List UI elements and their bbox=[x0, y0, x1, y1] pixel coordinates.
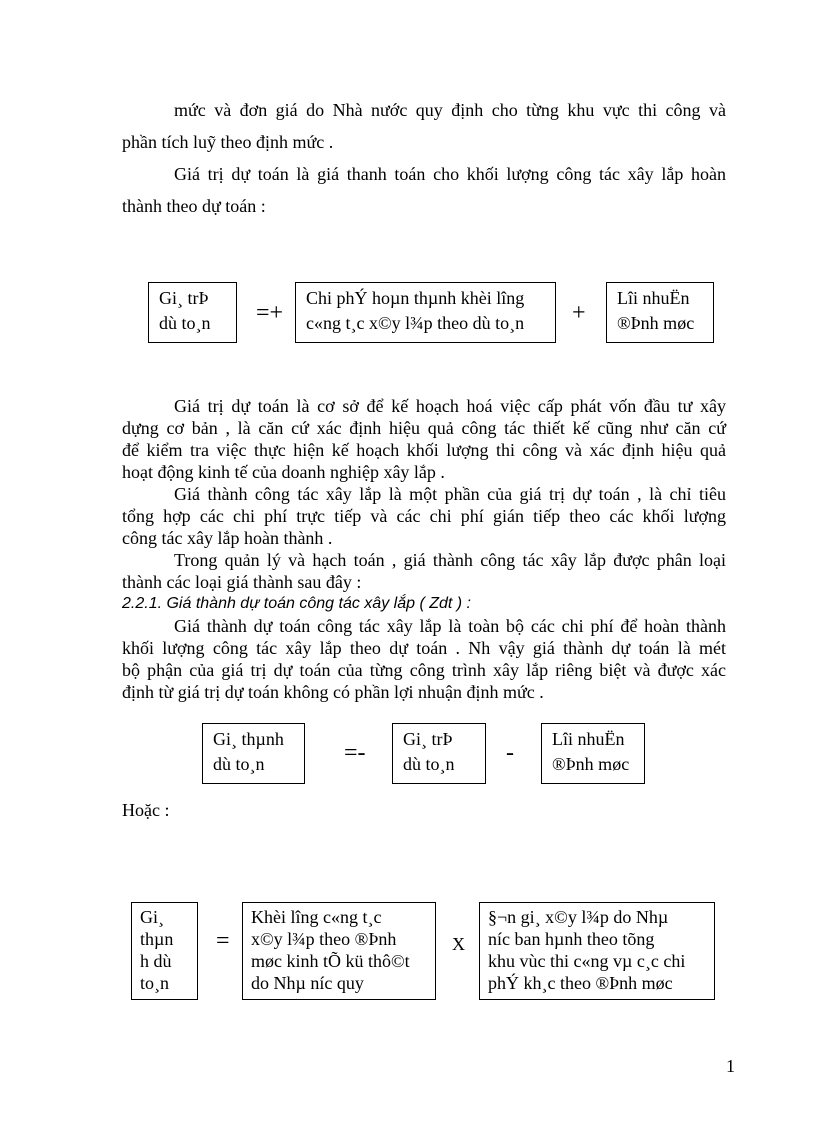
formula-2-operator-1: =- bbox=[344, 740, 366, 766]
paragraph-5-line-2: thành các loại giá thành sau đây : bbox=[122, 572, 362, 592]
paragraph-6-line-4: định từ giá trị dự toán không có phần lợi nhuận định mức . bbox=[122, 682, 544, 702]
paragraph-6-line-3: bộ phận của giá trị dự toán của từng công trình xây lắp riêng biệt và được xác bbox=[122, 660, 726, 680]
paragraph-4-line-3: công tác xây lắp hoàn thành . bbox=[122, 528, 333, 548]
box-line: §¬n gi¸ x©y l¾p do Nhµ bbox=[488, 907, 669, 927]
box-line: Chi phÝ hoµn thµnh khèi lîng bbox=[306, 288, 525, 308]
paragraph-3-line-3: để kiểm tra việc thực hiện kế hoạch khối lượng thi công và xác định hiệu quả bbox=[122, 440, 726, 460]
box-line: h dù bbox=[140, 951, 172, 971]
paragraph-3-line-1: Giá trị dự toán là cơ sở để kế hoạch hoá việc cấp phát vốn đầu tư xây bbox=[174, 396, 726, 416]
formula-3-box-unit-price bbox=[479, 902, 715, 1000]
paragraph-6-line-2: khối lượng công tác xây lắp theo dự toán . Nh vậy giá thành dự toán là mét bbox=[122, 638, 726, 658]
box-line: to¸n bbox=[140, 973, 169, 993]
paragraph-2-line-2: thành theo dự toán : bbox=[122, 196, 266, 216]
box-line: Lîi nhuËn bbox=[552, 729, 625, 749]
box-line: do Nhµ níc quy bbox=[251, 973, 364, 993]
box-line: Lîi nhuËn bbox=[617, 288, 690, 308]
paragraph-4-line-2: tổng hợp các chi phí trực tiếp và các chi phí gián tiếp theo các khối lượng bbox=[122, 506, 726, 526]
paragraph-6-line-1: Giá thành dự toán công tác xây lắp là toàn bộ các chi phí để hoàn thành bbox=[174, 616, 726, 636]
formula-3-box-estimate-cost bbox=[131, 902, 198, 1000]
page-number: 1 bbox=[726, 1056, 735, 1076]
paragraph-1-line-2: phần tích luỹ theo định mức . bbox=[122, 132, 334, 152]
formula-3-box-quantity bbox=[242, 902, 436, 1000]
formula-2-box-estimate-cost bbox=[202, 723, 305, 784]
paragraph-3-line-2: dựng cơ bản , là căn cứ xác định hiệu quả công tác thiết kế cũng như căn cứ bbox=[122, 418, 726, 438]
box-line: níc ban hµnh theo tõng bbox=[488, 929, 655, 949]
formula-1-operator-1: =+ bbox=[256, 300, 284, 326]
box-line: thµn bbox=[140, 929, 174, 949]
formula-2-box-profit bbox=[541, 723, 645, 784]
formula-3-operator-1: = bbox=[216, 928, 230, 954]
box-line: phÝ kh¸c theo ®Þnh møc bbox=[488, 973, 673, 993]
section-heading: 2.2.1. Giá thành dự toán công tác xây lắp ( Zdt ) : bbox=[122, 595, 471, 612]
box-line: dù to¸n bbox=[403, 754, 455, 774]
formula-3-operator-2: X bbox=[452, 934, 465, 954]
box-line: c«ng t¸c x©y l¾p theo dù to¸n bbox=[306, 313, 525, 333]
box-line: x©y l¾p theo ®Þnh bbox=[251, 929, 397, 949]
formula-1-operator-2: + bbox=[572, 300, 586, 326]
box-line: møc kinh tÕ kü thô©t bbox=[251, 951, 410, 971]
formula-1-box-profit bbox=[606, 282, 714, 343]
box-line: ®Þnh møc bbox=[617, 313, 695, 333]
paragraph-1-line-1: mức và đơn giá do Nhà nước quy định cho từng khu vực thi công và bbox=[174, 100, 726, 120]
box-line: Gi¸ trÞ bbox=[403, 729, 453, 749]
paragraph-3-line-4: hoạt động kinh tế của doanh nghiệp xây lắp . bbox=[122, 462, 445, 482]
formula-1-box-estimate-value bbox=[148, 282, 237, 343]
or-label: Hoặc : bbox=[122, 800, 170, 820]
formula-2-operator-2: - bbox=[506, 740, 514, 766]
box-line: ®Þnh møc bbox=[552, 754, 630, 774]
paragraph-4-line-1: Giá thành công tác xây lắp là một phần của giá trị dự toán , là chỉ tiêu bbox=[174, 484, 726, 504]
box-line: Khèi lîng c«ng t¸c bbox=[251, 907, 382, 927]
box-line: khu vùc thi c«ng vµ c¸c chi bbox=[488, 951, 686, 971]
box-line: Gi¸ thµnh bbox=[213, 729, 284, 749]
paragraph-2-line-1: Giá trị dự toán là giá thanh toán cho khối lượng công tác xây lắp hoàn bbox=[174, 164, 726, 184]
box-line: dù to¸n bbox=[159, 313, 211, 333]
box-line: Gi¸ bbox=[140, 907, 164, 927]
paragraph-5-line-1: Trong quản lý và hạch toán , giá thành công tác xây lắp được phân loại bbox=[174, 550, 726, 570]
formula-2-box-estimate-value bbox=[392, 723, 486, 784]
box-line: Gi¸ trÞ bbox=[159, 288, 209, 308]
formula-1-box-cost bbox=[295, 282, 556, 343]
box-line: dù to¸n bbox=[213, 754, 265, 774]
